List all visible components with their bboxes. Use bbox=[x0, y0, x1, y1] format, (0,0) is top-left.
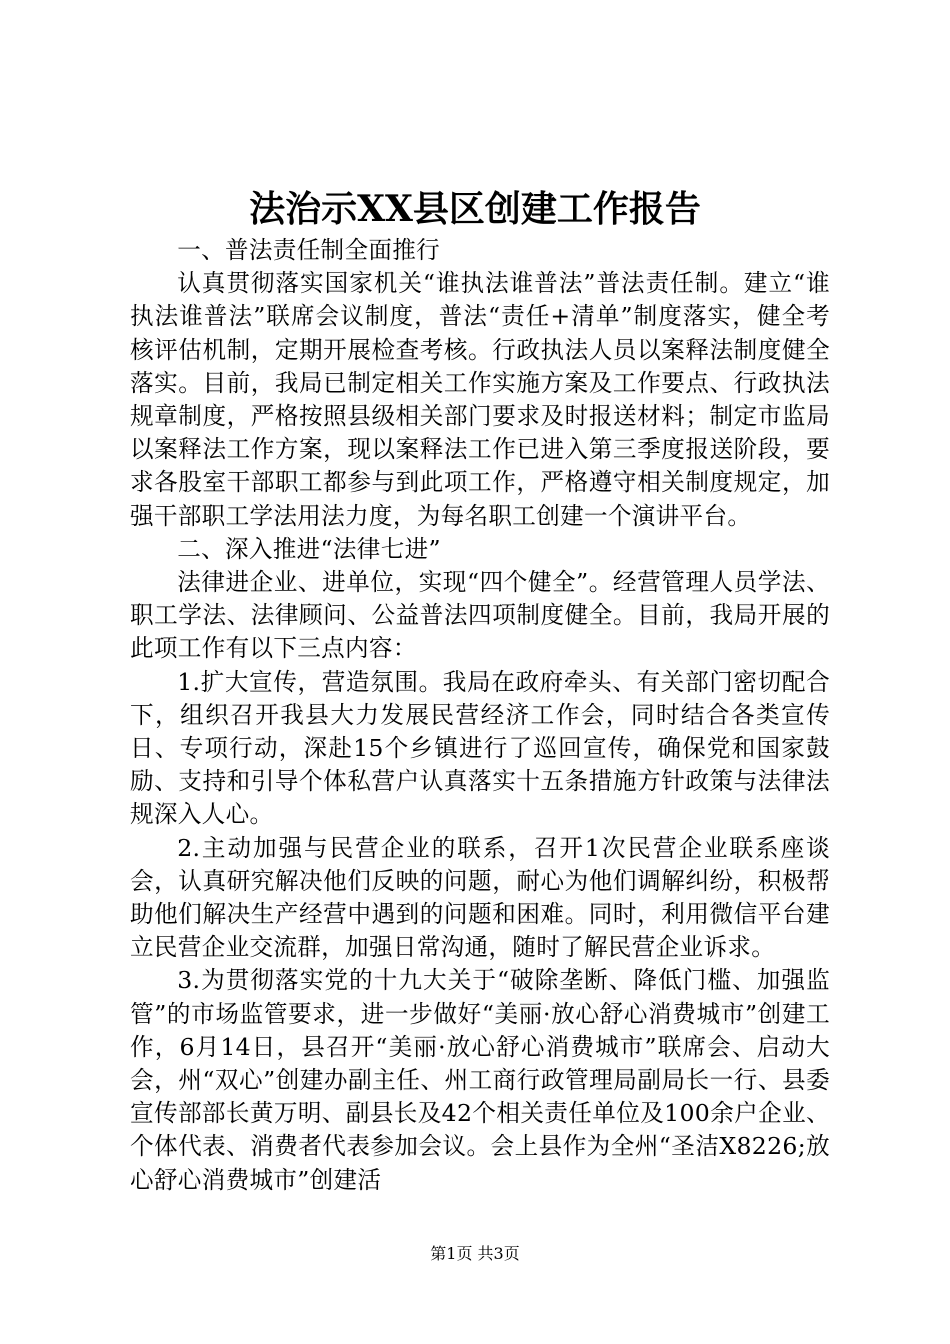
list-item-2: 2.主动加强与民营企业的联系，召开1次民营企业联系座谈会，认真研究解决他们反映的问题，耐心为他们调解纠纷，积极帮助他们解决生产经营中遇到的问题和困难。同时，利用微信平台建立民营企业交流群，加强日常沟通，随时了解民营企业诉求。 bbox=[130, 833, 830, 962]
paragraph: 法律进企业、进单位，实现“四个健全”。经营管理人员学法、职工学法、法律顾问、公益普法四项制度健全。目前，我局开展的此项工作有以下三点内容： bbox=[130, 568, 830, 663]
section-heading-1: 一、普法责任制全面推行 bbox=[177, 236, 441, 264]
list-item-1: 1.扩大宣传，营造氛围。我局在政府牵头、有关部门密切配合下，组织召开我县大力发展民营经济工作会，同时结合各类宣传日、专项行动，深赴15个乡镇进行了巡回宣传，确保党和国家鼓励、支持和引导个体私营户认真落实十五条措施方针政策与法律法规深入人心。 bbox=[130, 667, 830, 829]
page-number-footer: 第1页 共3页 bbox=[430, 1244, 520, 1263]
section-heading-2: 二、深入推进“法律七进” bbox=[177, 534, 441, 563]
document-title: 法治示XX县区创建工作报告 bbox=[249, 188, 701, 230]
list-item-3: 3.为贯彻落实党的十九大关于“破除垄断、降低门槛、加强监管”的市场监管要求，进一步做好“美丽·放心舒心消费城市”创建工作，6月14日，县召开“美丽·放心舒心消费城市”联席会、启动大会，州“双心”创建办副主任、州工商行政管理局副局长一行、县委宣传部部长黄万明、副县长及42个相关责任单位及100余户企业、个体代表、消费者代表参加会议。会上县作为全州“圣洁X8226;放心舒心消费城市”创建活 bbox=[130, 966, 830, 1194]
document-body bbox=[130, 234, 830, 1197]
paragraph: 认真贯彻落实国家机关“谁执法谁普法”普法责任制。建立“谁执法谁普法”联席会议制度，普法“责任+清单”制度落实，健全考核评估机制，定期开展检查考核。行政执法人员以案释法制度健全落实。目前，我局已制定相关工作实施方案及工作要点、行政执法规章制度，严格按照县级相关部门要求及时报送材料；制定市监局以案释法工作方案，现以案释法工作已进入第三季度报送阶段，要求各股室干部职工都参与到此项工作，严格遵守相关制度规定，加强干部职工学法用法力度，为每名职工创建一个演讲平台。 bbox=[130, 269, 830, 530]
